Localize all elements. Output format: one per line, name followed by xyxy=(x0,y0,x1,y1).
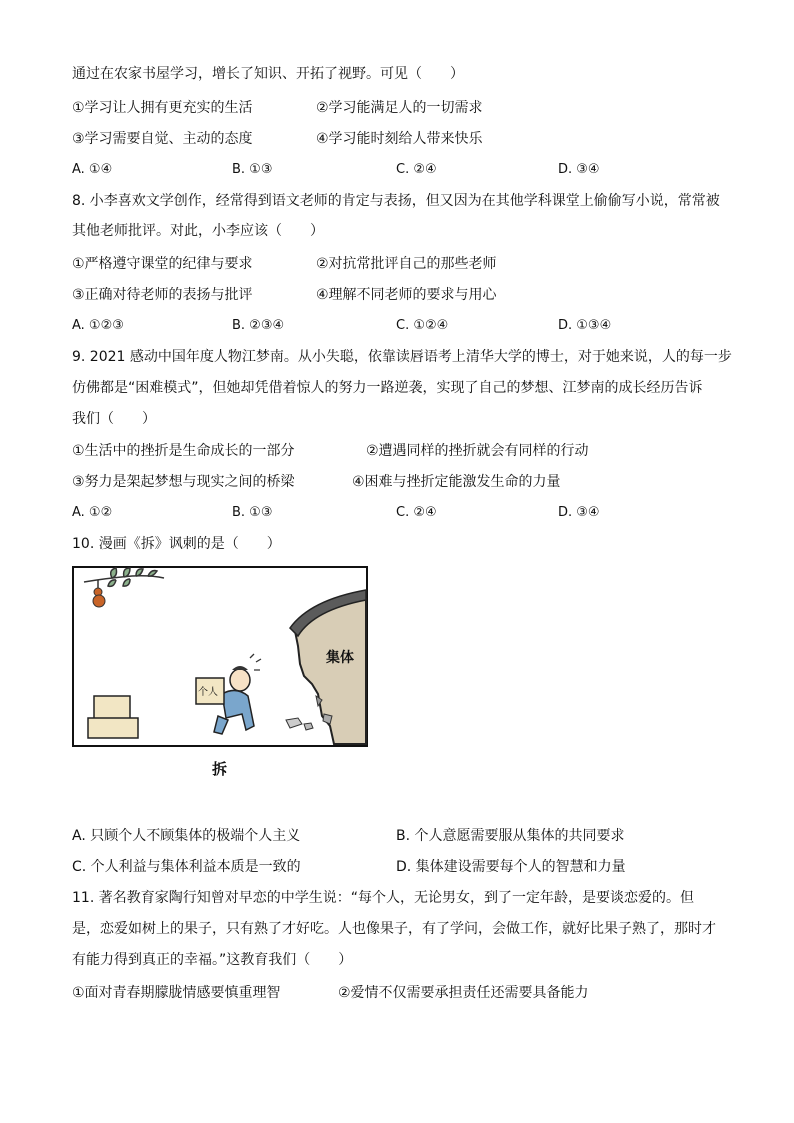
q8-item-1: ①严格遵守课堂的纪律与要求 xyxy=(72,256,253,272)
cartoon-caption: 拆 xyxy=(212,760,228,778)
box-label: 个人 xyxy=(198,687,218,698)
q8-option-c: C. ①②④ xyxy=(396,318,449,333)
q8-option-a: A. ①②③ xyxy=(72,318,124,333)
q9-stem-line-1: 9. 2021 感动中国年度人物江梦南。从小失聪，依靠读唇语考上清华大学的博士，对于她来说，人的每一步 xyxy=(72,349,732,365)
box-illustration xyxy=(196,678,224,704)
q7-item-4: ④学习能时刻给人带来快乐 xyxy=(316,131,483,147)
building-label: 集体 xyxy=(326,650,354,666)
q7-item-3: ③学习需要自觉、主动的态度 xyxy=(72,131,253,147)
q9-option-c: C. ②④ xyxy=(396,505,437,520)
cartoon-image xyxy=(72,566,368,747)
q11-item-1: ①面对青春期朦胧情感要慎重理智 xyxy=(72,985,281,1001)
q11-stem-line-1: 11. 著名教育家陶行知曾对早恋的中学生说：“每个人，无论男女，到了一定年龄，是要谈恋爱的。但 xyxy=(72,890,694,906)
q10-stem: 10. 漫画《拆》讽刺的是（ ） xyxy=(72,536,281,552)
q9-option-d: D. ③④ xyxy=(558,505,600,520)
q7-option-a: A. ①④ xyxy=(72,162,113,177)
q9-item-3: ③努力是架起梦想与现实之间的桥梁 xyxy=(72,474,295,490)
q8-item-3: ③正确对待老师的表扬与批评 xyxy=(72,287,253,303)
q8-option-d: D. ①③④ xyxy=(558,318,612,333)
q9-item-4: ④困难与挫折定能激发生命的力量 xyxy=(352,474,561,490)
q10-option-a: A. 只顾个人不顾集体的极端个人主义 xyxy=(72,828,301,844)
q7-option-b: B. ①③ xyxy=(232,162,273,177)
q10-option-d: D. 集体建设需要每个人的智慧和力量 xyxy=(396,859,626,875)
q8-item-4: ④理解不同老师的要求与用心 xyxy=(316,287,497,303)
q7-item-2: ②学习能满足人的一切需求 xyxy=(316,100,483,116)
q10-option-b: B. 个人意愿需要服从集体的共同要求 xyxy=(396,828,625,844)
q7-option-c: C. ②④ xyxy=(396,162,437,177)
q8-option-b: B. ②③④ xyxy=(232,318,285,333)
q9-stem-line-2: 仿佛都是“困难模式”，但她却凭借着惊人的努力一路逆袭，实现了自己的梦想、江梦南的成长经历告诉 xyxy=(72,380,703,396)
q9-item-1: ①生活中的挫折是生命成长的一部分 xyxy=(72,443,295,459)
q8-stem-line-1: 8. 小李喜欢文学创作，经常得到语文老师的肯定与表扬，但又因为在其他学科课堂上偷偷写小说，常常被 xyxy=(72,193,720,209)
q10-option-c: C. 个人利益与集体利益本质是一致的 xyxy=(72,859,301,875)
q7-stem: 通过在农家书屋学习，增长了知识、开拓了视野。可见（ ） xyxy=(72,66,464,82)
stacked-blocks xyxy=(88,696,138,738)
q9-item-2: ②遭遇同样的挫折就会有同样的行动 xyxy=(366,443,589,459)
q9-stem-line-3: 我们（ ） xyxy=(72,411,156,427)
q7-option-d: D. ③④ xyxy=(558,162,600,177)
q9-option-a: A. ①② xyxy=(72,505,113,520)
q8-stem-line-2: 其他老师批评。对此，小李应该（ ） xyxy=(72,223,324,239)
q7-item-1: ①学习让人拥有更充实的生活 xyxy=(72,100,253,116)
q11-item-2: ②爱情不仅需要承担责任还需要具备能力 xyxy=(338,985,589,1001)
q11-stem-line-3: 有能力得到真正的幸福。”这教育我们（ ） xyxy=(72,952,353,968)
q9-option-b: B. ①③ xyxy=(232,505,273,520)
q8-item-2: ②对抗常批评自己的那些老师 xyxy=(316,256,497,272)
q11-stem-line-2: 是，恋爱如树上的果子，只有熟了才好吃。人也像果子，有了学问，会做工作，就好比果子熟了，那时才 xyxy=(72,921,716,937)
